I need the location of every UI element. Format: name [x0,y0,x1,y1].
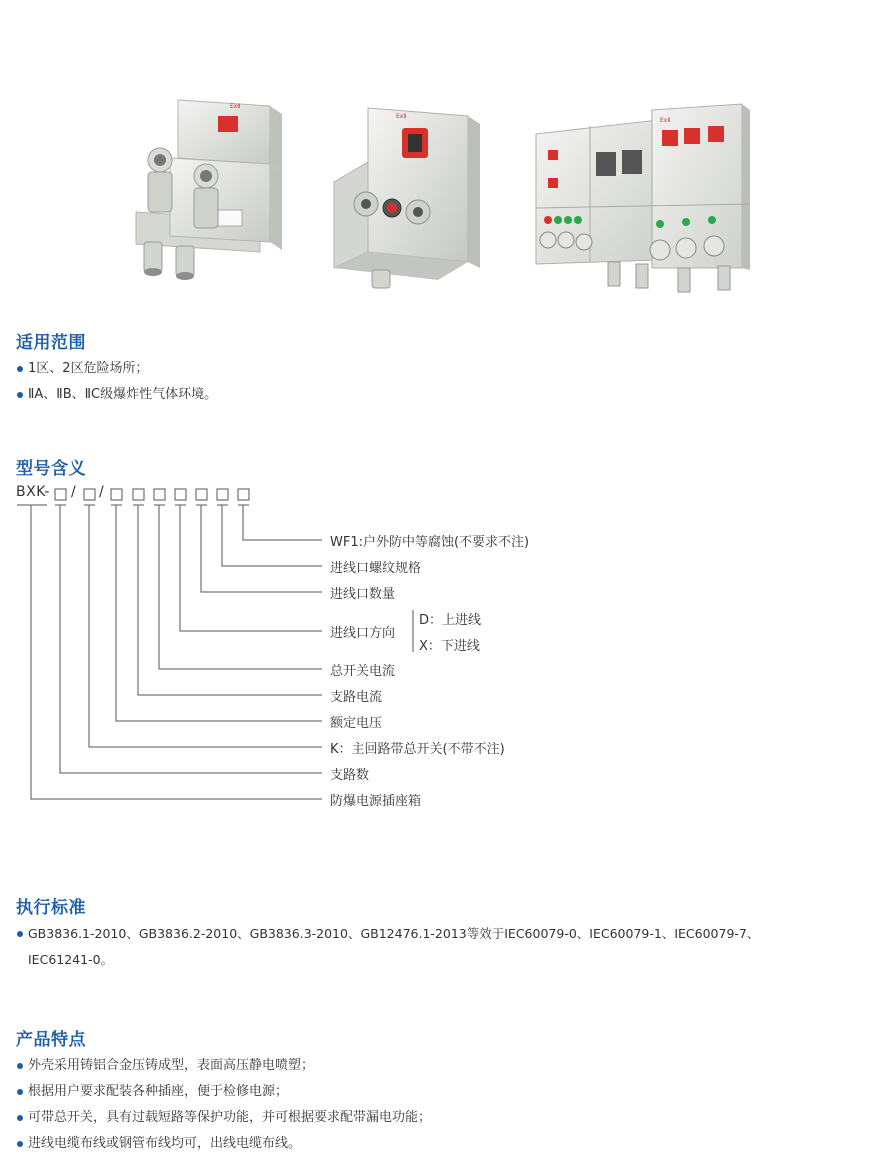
direction-option: D：上进线 [419,613,482,628]
list-item: 进线电缆布线或钢管布线均可，出线电缆布线。 [16,1131,431,1157]
scope-list [16,356,217,408]
legend-label: 进线口方向 [330,626,396,641]
section-title-features: 产品特点 [16,1030,86,1050]
product-label-1: ExⅡ [230,103,241,110]
legend-label: 防爆电源插座箱 [330,794,422,809]
model-code [16,484,50,500]
legend-label: 进线口螺纹规格 [330,561,422,576]
legend-label: 进线口数量 [330,587,396,602]
legend-label: 额定电压 [330,716,383,731]
list-item: 1区、2区危险场所； [16,356,217,382]
model-code-slash: / [71,484,76,500]
legend-label: 支路数 [330,768,370,783]
list-item: 外壳采用铸铝合金压铸成型，表面高压静电喷塑； [16,1053,431,1079]
product-label-3: ExⅡ [660,117,671,124]
legend-label: 总开关电流 [330,664,396,679]
product-label-2: ExⅡ [396,113,407,120]
list-item: 可带总开关，具有过载短路等保护功能，并可根据要求配带漏电功能； [16,1105,431,1131]
product-image-socket-box [130,92,290,287]
legend-label: 支路电流 [330,690,383,705]
standard-list [16,921,759,973]
list-item: ⅡA、ⅡB、ⅡC级爆炸性气体环境。 [16,382,217,408]
product-image-switch-box [328,102,488,292]
legend-label: WF1:户外防中等腐蚀(不要求不注) [330,535,530,550]
section-title-scope: 适用范围 [16,333,86,353]
model-code-slash: / [99,484,104,500]
section-title-model: 型号含义 [16,459,86,479]
product-image-distribution-panel [528,100,758,298]
model-code-prefix: BXK- [16,484,50,500]
list-item-continuation: IEC61241-0。 [28,952,114,967]
direction-option: X：下进线 [419,639,480,654]
features-list [16,1053,431,1157]
list-item: GB3836.1-2010、GB3836.2-2010、GB3836.3-2010、GB12476.1-2013等效于IEC60079-0、IEC60079-1、IEC60079-7、 [16,921,759,947]
model-diagram [0,480,888,820]
list-item: 根据用户要求配装各种插座，便于检修电源； [16,1079,431,1105]
product-images [0,0,888,300]
legend-label: K：主回路带总开关(不带不注) [330,742,505,757]
section-title-standard: 执行标准 [16,898,86,918]
